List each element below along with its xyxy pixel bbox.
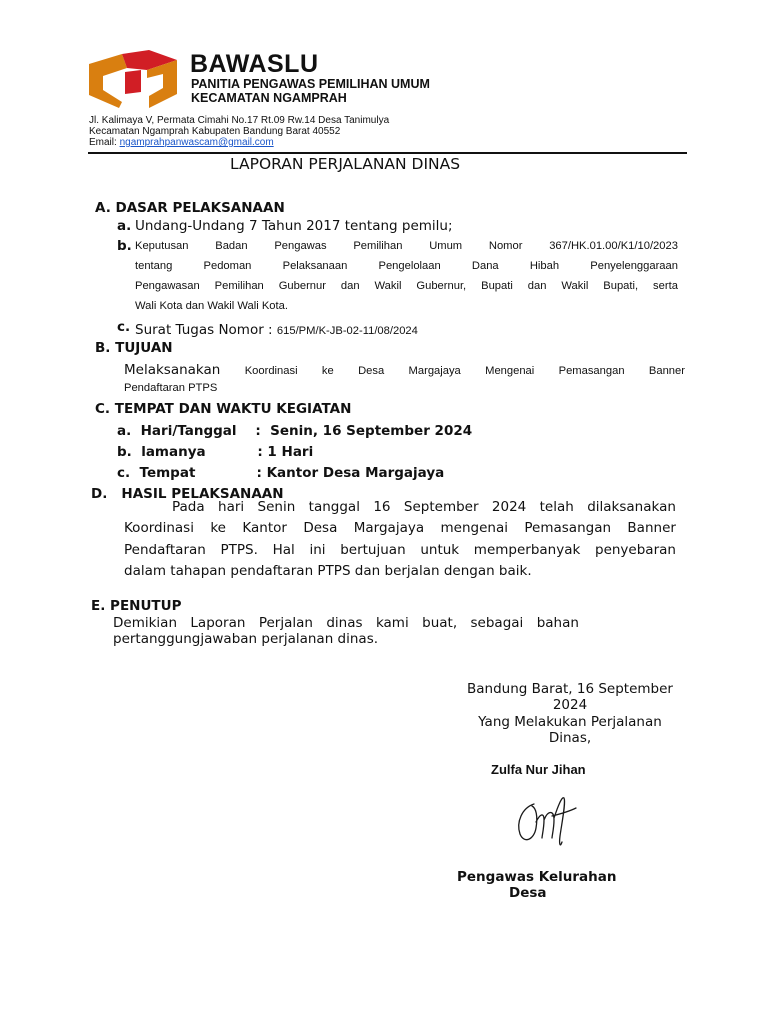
word: Bupati <box>481 280 513 292</box>
word: dan <box>527 280 547 292</box>
word: September <box>403 499 479 515</box>
word: Pemilihan <box>353 240 403 252</box>
word: Margajaya <box>353 520 425 536</box>
item-a-marker: a. <box>117 218 132 234</box>
document-title: LAPORAN PERJALANAN DINAS <box>230 155 461 173</box>
signer-role-line-2: Dinas, <box>548 730 592 746</box>
word: tanggal <box>308 499 360 515</box>
word: Koordinasi <box>244 365 298 377</box>
tujuan-line-1 <box>124 362 685 378</box>
word: Pengawasan <box>135 280 200 292</box>
org-line-2: KECAMATAN NGAMPRAH <box>191 91 347 105</box>
word: sebagai <box>470 615 524 631</box>
word: Kantor <box>242 520 287 536</box>
word: untuk <box>420 542 460 558</box>
word: Mengenai <box>485 365 535 377</box>
item-b-marker: b. <box>117 238 132 254</box>
word: Hal <box>272 542 295 558</box>
word: PTPS. <box>220 542 258 558</box>
item-b-line-4: Wali Kota dan Wakil Wali Kota. <box>135 300 288 312</box>
hasil-line-1 <box>172 499 676 515</box>
word: bertujuan <box>340 542 406 558</box>
word: Pemasangan <box>524 520 612 536</box>
word: Demikian <box>113 615 177 631</box>
word: serta <box>653 280 678 292</box>
word: Pengelolaan <box>378 260 441 272</box>
word: Penyelenggaraan <box>590 260 678 272</box>
kegiatan-lamanya: b. lamanya : 1 Hari <box>117 444 314 460</box>
item-b-line-1 <box>135 240 678 252</box>
org-line-1: PANITIA PENGAWAS PEMILIHAN UMUM <box>191 77 430 91</box>
word: Hibah <box>529 260 560 272</box>
word: Bupati, <box>603 280 639 292</box>
word: Dana <box>471 260 499 272</box>
word: Laporan <box>190 615 246 631</box>
signer-role-line-1: Yang Melakukan Perjalanan <box>478 714 662 730</box>
header-divider <box>88 152 687 154</box>
word: Pengawas <box>274 240 327 252</box>
word: mengenai <box>440 520 508 536</box>
word: Wakil <box>561 280 589 292</box>
item-c-text <box>135 319 418 338</box>
word: Koordinasi <box>124 520 194 536</box>
word: Wakil <box>374 280 402 292</box>
word: Margajaya <box>408 365 461 377</box>
item-a-text: Undang-Undang 7 Tahun 2017 tentang pemilu; <box>135 218 453 234</box>
signer-name: Zulfa Nur Jihan <box>491 762 586 777</box>
word: bahan <box>536 615 579 631</box>
signature-scribble <box>512 792 582 852</box>
word: Pelaksanaan <box>282 260 348 272</box>
word: ke <box>321 365 334 377</box>
word: Badan <box>215 240 248 252</box>
word: dinas <box>326 615 363 631</box>
word: Pemilihan <box>214 280 264 292</box>
section-b-heading: B. TUJUAN <box>95 340 173 356</box>
word: buat, <box>422 615 458 631</box>
hasil-line-3 <box>124 542 676 558</box>
word: Gubernur <box>278 280 326 292</box>
word: telah <box>539 499 574 515</box>
email-label: Email: <box>89 137 117 148</box>
word: Nomor <box>488 240 523 252</box>
word: Pedoman <box>203 260 252 272</box>
word: Pemasangan <box>558 365 625 377</box>
kegiatan-tempat: c. Tempat : Kantor Desa Margajaya <box>117 465 445 481</box>
item-c-number: 615/PM/K-JB-02-11/08/2024 <box>276 325 418 337</box>
kegiatan-hari-tanggal: a. Hari/Tanggal : Senin, 16 September 2024 <box>117 423 473 439</box>
word: hari <box>218 499 245 515</box>
item-c-marker: c. <box>117 319 131 335</box>
word: Banner <box>627 520 676 536</box>
word: Gubernur, <box>416 280 467 292</box>
tujuan-line-2: Pendaftaran PTPS <box>124 382 218 394</box>
address-line-1: Jl. Kalimaya V, Permata Cimahi No.17 Rt.09 Rw.14 Desa Tanimulya <box>89 115 390 126</box>
word: Pendaftaran <box>124 542 206 558</box>
word: ke <box>210 520 226 536</box>
place-date-line-2: 2024 <box>552 697 588 713</box>
section-a-heading: A. DASAR PELAKSANAAN <box>95 200 285 216</box>
word: Desa <box>303 520 338 536</box>
word: dilaksanakan <box>587 499 676 515</box>
bawaslu-logo <box>89 50 177 108</box>
word: 16 <box>373 499 391 515</box>
hasil-line-2 <box>124 520 676 536</box>
position-line-1: Pengawas Kelurahan <box>457 869 617 885</box>
penutup-line-2: pertanggungjawaban perjalanan dinas. <box>113 631 379 647</box>
word: tentang <box>135 260 173 272</box>
logo-red-center <box>125 70 141 94</box>
section-d-heading: D. HASIL PELAKSANAAN <box>91 486 284 502</box>
word: kami <box>375 615 409 631</box>
email-link[interactable]: ngamprahpanwascam@gmail.com <box>119 137 274 148</box>
brand-name: BAWASLU <box>190 50 319 78</box>
word: Keputusan <box>135 240 189 252</box>
address-line-2: Kecamatan Ngamprah Kabupaten Bandung Barat 40552 <box>89 126 341 137</box>
item-c-label: Surat Tugas Nomor : <box>135 322 277 338</box>
penutup-line-1 <box>113 615 579 631</box>
position-line-2: Desa <box>509 885 547 901</box>
word: ini <box>309 542 326 558</box>
word: Banner <box>648 365 685 377</box>
logo-orange-left <box>89 54 127 108</box>
hasil-line-4: dalam tahapan pendaftaran PTPS dan berjalan dengan baik. <box>124 563 532 579</box>
section-e-heading: E. PENUTUP <box>91 598 182 614</box>
place-date-line-1: Bandung Barat, 16 September <box>467 681 673 697</box>
word: Desa <box>358 365 385 377</box>
word: Pada <box>172 499 205 515</box>
item-b-line-2 <box>135 260 678 272</box>
word: Melaksanakan <box>124 362 221 378</box>
word: Umum <box>429 240 463 252</box>
item-b-line-3 <box>135 280 678 292</box>
word: 2024 <box>491 499 527 515</box>
word: memperbanyak <box>473 542 581 558</box>
word: 367/HK.01.00/K1/10/2023 <box>549 240 678 252</box>
word: Senin <box>257 499 296 515</box>
word: penyebaran <box>595 542 676 558</box>
word: dan <box>340 280 360 292</box>
word: Perjalan <box>258 615 313 631</box>
email-line <box>89 137 274 148</box>
section-c-heading: C. TEMPAT DAN WAKTU KEGIATAN <box>95 401 352 417</box>
